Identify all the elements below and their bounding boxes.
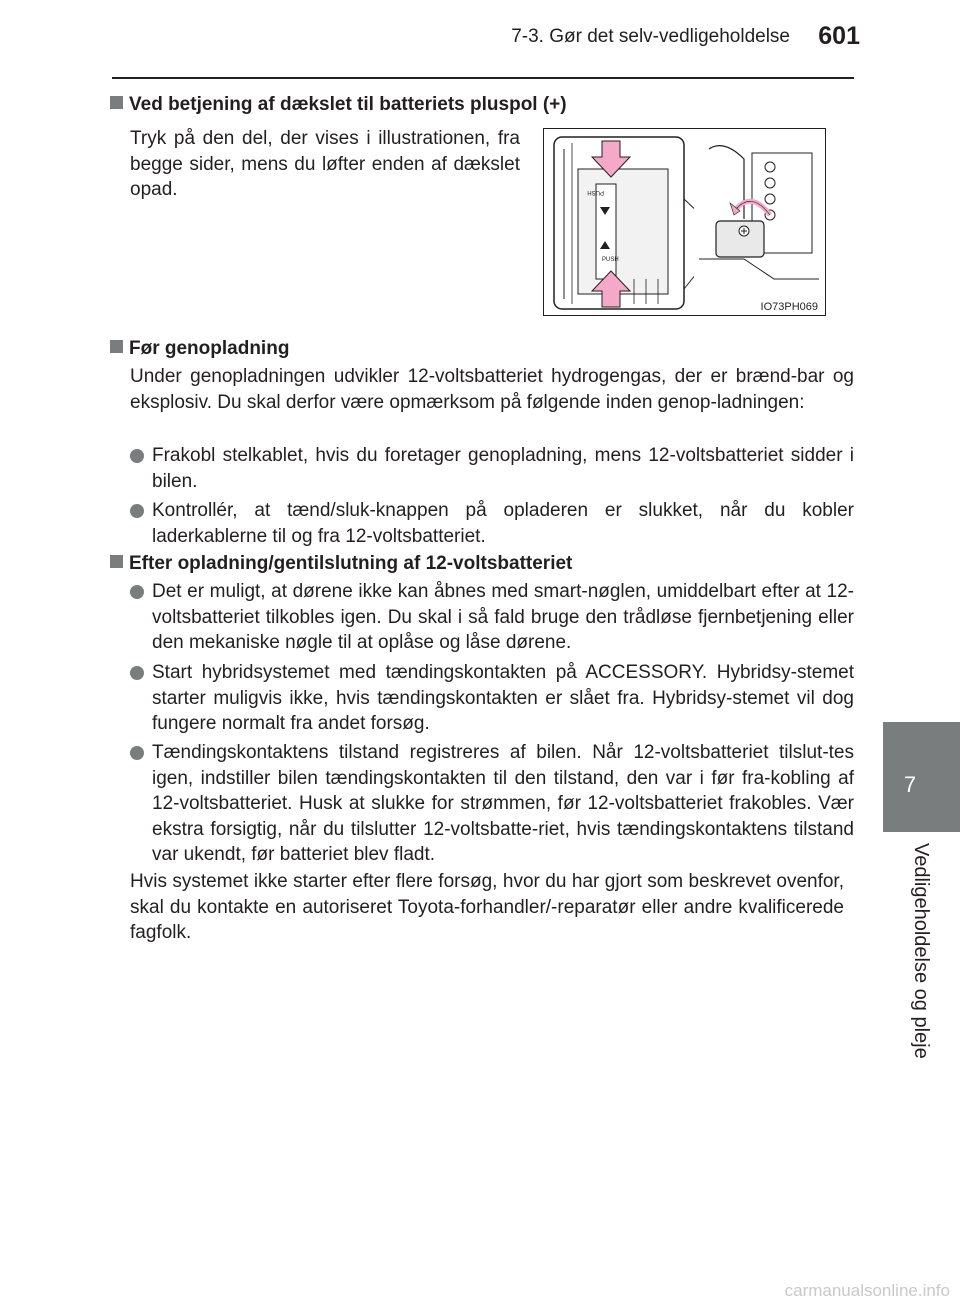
battery-terminal-illustration — [543, 128, 826, 316]
list-item-text: Kontrollér, at tænd/sluk-knappen på opladeren er slukket, når du kobler laderkablerne til og fra 12-voltsbatteriet. — [152, 500, 854, 547]
round-bullet-icon — [130, 746, 144, 760]
square-bullet-icon — [110, 555, 123, 568]
heading-text: Før genopladning — [129, 338, 290, 359]
list-item-text: Det er muligt, at dørene ikke kan åbnes med smart-nøglen, umiddelbart efter at 12-voltsbatteriet tilkobles igen. Du skal i så fald bruge den trådløse fjernbetjening eller den mekaniske nøgle til at oplåse og låse dørene. — [152, 581, 854, 653]
square-bullet-icon — [110, 96, 123, 109]
round-bullet-icon — [130, 666, 144, 680]
round-bullet-icon — [130, 585, 144, 599]
before-charging-text: Under genopladningen udvikler 12-voltsbatteriet hydrogengas, der er brænd-bar og eksplosiv. Du skal derfor være opmærksom på følgende inden genop-ladningen: — [130, 366, 854, 413]
battery-cover-drawing — [544, 129, 826, 316]
section-heading-after-charging — [110, 551, 572, 577]
square-bullet-icon — [110, 340, 123, 353]
heading-text: Efter opladning/gentilslutning af 12-voltsbatteriet — [129, 553, 573, 574]
list-item — [130, 443, 854, 494]
figure-code: IO73PH069 — [760, 301, 818, 313]
section-heading-before-charging — [110, 336, 289, 362]
push-label-upper: PUSH — [587, 189, 604, 195]
list-item-text: Tændingskontaktens tilstand registreres af bilen. Når 12-voltsbatteriet tilslut-tes igen, indstiller bilen tændingskontakten til den tilstand, den var i før fra-kobling af 12-voltsbatteriet. Husk at slukke for strømmen, før 12-voltsbatteriet frakobles. Vær ekstra forsigtig, når du tilslutter 12-voltsbatte-riet, hvis tændingskontaktens tilstand var ukendt, før batteriet blev fladt. — [152, 742, 854, 865]
page-number: 601 — [818, 22, 860, 50]
list-item-text: Frakobl stelkablet, hvis du foretager genopladning, mens 12-voltsbatteriet sidder i bilen. — [152, 445, 854, 492]
chapter-label: Vedligeholdelse og pleje — [910, 843, 932, 1059]
round-bullet-icon — [130, 449, 144, 463]
cover-instruction-text: Tryk på den del, der vises i illustrationen, fra begge sider, mens du løfter enden af dækslet opad. — [130, 128, 520, 200]
list-item — [130, 498, 854, 549]
closing-text: Hvis systemet ikke starter efter flere forsøg, hvor du har gjort som beskrevet ovenfor, skal du kontakte en autoriseret Toyota-forhandler/-reparatør eller andre kvalificerede fagfolk. — [130, 871, 844, 943]
round-bullet-icon — [130, 504, 144, 518]
list-item — [130, 579, 854, 656]
chapter-tab — [883, 722, 960, 832]
list-item-text: Start hybridsystemet med tændingskontakten på ACCESSORY. Hybridsy-stemet starter muligvis ikke, hvis tændingskontakten er slået fra. Hybridsy-stemet vil dog fungere normalt fra andet forsøg. — [152, 662, 854, 734]
list-item — [130, 740, 854, 868]
header-section-title: 7-3. Gør det selv-vedligeholdelse — [511, 26, 790, 47]
heading-text: Ved betjening af dækslet til batteriets pluspol (+) — [129, 94, 567, 115]
section-heading-cover — [110, 92, 567, 118]
watermark: carmanualsonline.info — [784, 1281, 950, 1300]
header-divider — [112, 77, 854, 79]
push-label-lower: PUSH — [602, 257, 619, 263]
list-item — [130, 660, 854, 737]
chapter-number: 7 — [903, 772, 917, 797]
